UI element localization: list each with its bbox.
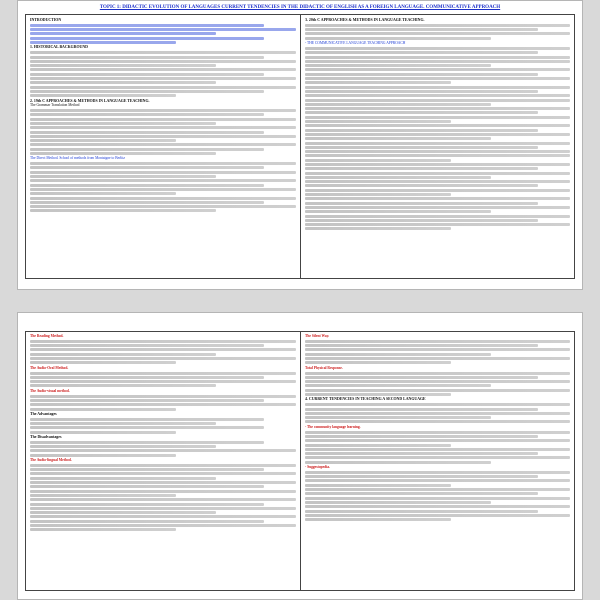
left-column [26,332,300,590]
text-line [305,479,570,482]
text-line [30,477,216,480]
text-line [305,344,538,347]
text-line [30,528,176,531]
text-line [30,403,296,406]
text-line [305,492,538,495]
text-line [305,159,451,162]
text-line [305,163,570,166]
text-line [30,520,264,523]
text-line [305,103,491,106]
text-line [305,389,570,392]
text-line [30,507,296,510]
text-line [305,435,538,438]
subsection-heading: The Direct Method. School of methods from Montaigne to Berlitz [30,156,126,161]
section-4-heading: 4. CURRENT TENDENCIES IN TEACHING A SECOND LANGUAGE [305,397,426,402]
text-line [30,399,264,402]
text-line [305,133,570,136]
text-line [30,32,216,35]
subsection-heading: The Grammar Translation Method [30,103,80,108]
text-line [30,179,296,182]
text-line [30,481,296,484]
text-line [305,471,570,474]
text-line [305,189,570,192]
text-line [30,126,296,129]
text-line [305,416,491,419]
text-line [30,445,216,448]
text-line [305,86,570,89]
text-line [30,449,296,452]
text-line [305,448,570,451]
section-2-heading: 2. 19th C APPROACHES & METHODS IN LANGUAGE TEACHING. [30,98,150,103]
text-line [305,408,538,411]
text-line [305,444,451,447]
text-line [305,197,570,200]
text-line [30,152,216,155]
document-page-1 [17,0,583,290]
disadvantages-heading: The Disadvantages [30,434,62,439]
text-line [305,32,570,35]
left-column [26,15,300,278]
text-line [30,426,264,429]
text-line [305,372,570,375]
text-line [305,60,570,63]
subsection-heading: Total Physical Response. [305,365,343,370]
subsection-heading: The Audio-visual method. [30,388,70,393]
text-line [305,376,538,379]
text-line [305,353,491,356]
text-line [30,441,264,444]
text-line [30,524,296,527]
text-line [305,497,570,500]
text-line [30,148,264,151]
text-line [305,99,570,102]
right-column [300,332,574,590]
text-line [305,124,570,127]
text-line [305,227,451,230]
text-line [30,135,296,138]
right-column [300,15,574,278]
subsection-heading: The Silent Way. [305,334,330,338]
text-line [30,464,296,467]
introduction-heading: INTRODUCTION [30,18,62,22]
text-line [305,452,538,455]
subsection-heading: - THE COMMUNICATIVE LANGUAGE TEACHING APPROACH [305,41,406,46]
text-line [305,223,570,226]
advantages-heading: The Advantages [30,411,57,416]
text-line [30,122,216,125]
text-line [30,197,296,200]
text-line [305,340,570,343]
text-line [305,77,570,80]
text-line [30,515,296,518]
text-line [305,111,538,114]
text-line [30,68,296,71]
text-line [30,28,296,31]
text-line [305,412,570,415]
text-line [30,73,264,76]
text-line [305,47,570,50]
text-line [305,120,451,123]
text-line [305,90,538,93]
text-line [30,498,296,501]
text-line [305,184,538,187]
text-line [30,192,176,195]
text-line [30,41,176,44]
text-line [30,418,264,421]
text-line [305,219,538,222]
text-line [305,420,570,423]
text-line [305,64,491,67]
text-line [305,501,491,504]
text-line [305,384,491,387]
text-line [305,514,570,517]
text-line [305,361,451,364]
text-line [305,439,570,442]
text-line [305,150,570,153]
text-line [30,372,296,375]
text-line [30,376,264,379]
text-line [30,380,296,383]
text-line [305,116,570,119]
text-line [30,348,296,351]
text-line [305,518,451,521]
text-line [30,209,216,212]
text-line [305,180,570,183]
text-line [30,353,216,356]
text-line [30,94,176,97]
text-line [305,24,570,27]
text-line [30,205,296,208]
text-line [305,510,538,513]
subsection-heading: The Audio-lingual Method. [30,457,72,462]
text-line [30,184,264,187]
text-line [30,490,296,493]
text-line [305,172,570,175]
text-line [30,24,264,27]
text-line [30,408,176,411]
text-line [30,37,264,40]
section-3-heading: 3. 20th C APPROACHES & METHODS IN LANGUAGE TEACHING. [305,18,425,22]
text-line [305,81,451,84]
text-line [305,431,570,434]
text-line [305,215,570,218]
text-line [30,81,216,84]
text-line [30,344,264,347]
subsection-heading: - The community language learning. [305,424,361,429]
text-line [30,468,264,471]
text-line [305,202,538,205]
text-line [30,357,296,360]
text-line [305,475,538,478]
text-line [305,403,570,406]
text-line [30,113,264,116]
text-line [30,431,176,434]
text-line [30,454,176,457]
text-line [305,380,570,383]
text-line [305,461,491,464]
text-line [305,206,570,209]
text-line [305,210,491,213]
text-line [30,422,216,425]
text-line [30,340,296,343]
text-line [30,171,296,174]
text-line [30,472,296,475]
text-line [305,348,570,351]
text-line [305,94,570,97]
text-line [305,28,538,31]
text-line [30,511,216,514]
text-line [30,162,296,165]
text-line [305,137,491,140]
text-line [305,193,451,196]
text-line [30,175,216,178]
text-line [30,384,216,387]
section-1-heading: 1. HISTORICAL BACKGROUND [30,45,88,50]
two-column-table [25,14,575,279]
text-line [30,494,176,497]
text-line [30,51,296,54]
text-line [305,142,570,145]
subsection-heading: The Reading Method. [30,334,64,338]
text-line [305,393,451,396]
subsection-heading: The Audio-Oral Method. [30,365,69,370]
text-line [305,456,570,459]
text-line [30,361,176,364]
text-line [30,139,176,142]
text-line [30,77,296,80]
text-line [305,505,570,508]
text-line [305,484,451,487]
text-line [30,485,264,488]
text-line [30,503,264,506]
text-line [30,166,264,169]
two-column-table [25,331,575,591]
text-line [305,488,570,491]
text-line [30,64,216,67]
text-line [30,90,264,93]
text-line [30,86,296,89]
text-line [305,176,491,179]
text-line [305,56,570,59]
text-line [30,118,296,121]
text-line [30,109,296,112]
text-line [30,188,296,191]
text-line [30,143,296,146]
text-line [305,154,570,157]
text-line [30,131,264,134]
text-line [305,129,538,132]
text-line [305,68,570,71]
text-line [30,395,296,398]
text-line [305,107,570,110]
text-line [30,60,296,63]
text-line [30,201,264,204]
text-line [305,146,538,149]
text-line [305,37,491,40]
text-line [305,167,538,170]
subsection-heading: - Suggestopedia. [305,464,330,469]
text-line [305,357,570,360]
text-line [305,51,538,54]
text-line [305,73,538,76]
text-line [30,56,264,59]
document-page-2 [17,312,583,600]
document-title: TOPIC 1: DIDACTIC EVOLUTION OF LANGUAGES CURRENT TENDENCIES IN THE DIDACTIC OF ENGLISH AS A FOREIGN LANGUAGE. COMMUNICATIVE APPROACH [99,5,501,10]
